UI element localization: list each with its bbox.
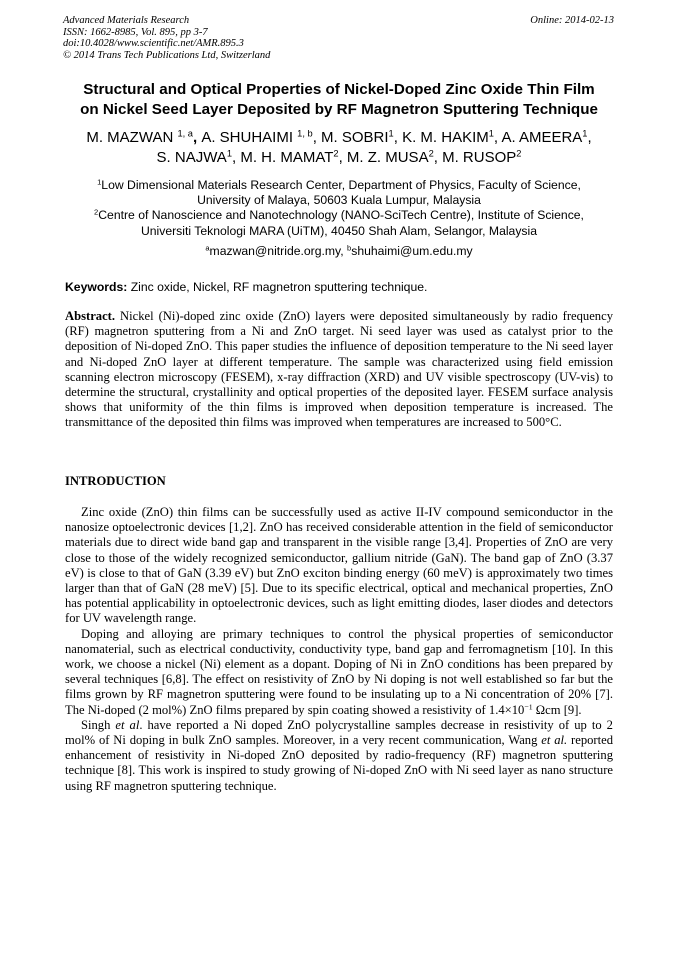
abstract-text: Nickel (Ni)-doped zinc oxide (ZnO) layers were deposited simultaneously by radio frequency (RF) magnetron sputtering from a Ni and ZnO target. Ni seed layer was used as catalyst prior to the deposition of Ni-doped ZnO. This paper studies the influence of deposition temperature to the Ni seed layer and Ni-doped ZnO layer at different temperature. The sample was characterized using field emission scanning electron microscopy (FESEM), x-ray diffraction (XRD) and UV visible spectroscopy (UV-vis) to determine the structural, crystallinity and optical properties of the deposited layer. FESEM surface analysis shows that uniformity of the thin films is improved when deposition temperature is increased. The transmittance of the deposited thin films was improved when temperatures are increased to 500°C. [65,309,613,430]
author-line-2 [40,148,638,168]
author-sep: , [393,129,403,146]
author-name: M. SOBRI [321,129,389,146]
title-line-2: on Nickel Seed Layer Deposited by RF Magnetron Sputtering Technique [80,101,598,118]
author-sep: , [433,149,443,166]
author-name: M. Z. MUSA [346,149,429,166]
doi-line: doi:10.4028/www.scientific.net/AMR.895.3 [63,38,244,49]
paragraph: Doping and alloying are primary techniques to control the physical properties of semiconductor nanomaterial, such as electrical conductivity, conductivity type, band gap and ferromagnetism [10]. In this work, we choose a nickel (Ni) element as a dopant. Doping of Ni in ZnO conditions has been prepared by several techniques [6,8]. The effect on resistivity of ZnO by Ni doping is not well established so far but the films grown by RF magnetron sputtering were found to be insulating up to a Ni concentration of 20% [7]. The Ni-doped (2 mol%) ZnO films prepared by spin coating showed a resistivity of $1.4\times 10^{-1}$ Ωcm [9]. [65,626,613,717]
author-sup: 1, b [297,128,313,139]
issn-line: ISSN: 1662-8985, Vol. 895, pp 3-7 [63,26,208,38]
author-sup: 2 [516,148,522,159]
author-sup: 1 [388,128,394,139]
section-heading: INTRODUCTION [65,474,166,488]
author-sup: 1 [582,128,588,139]
author-name: M. MAZWAN [86,129,174,146]
author-sep: , [587,129,592,146]
affiliation-2-line-2: Universiti Teknologi MARA (UiTM), 40450 Shah Alam, Selangor, Malaysia [140,223,538,238]
author-sup: 1 [488,128,494,139]
journal-header [63,15,270,61]
affiliation-2: $^2$Centre of Nanoscience and Nanotechnology (NANO-SciTech Centre), Institute of Science, [94,207,584,223]
abstract [65,309,613,431]
author-sup: 1, a [177,128,193,139]
author-sep: , [312,129,322,146]
author-sep: , [338,149,347,166]
paragraph: Singh et al. have reported a Ni doped ZnO polycrystalline samples decrease in resistivity of up to 2 mol% of Ni doping in bulk ZnO samples. Moreover, in a very recent communication, Wang et al. reported enhancement of resistivity in Ni-doped ZnO deposited by radio-frequency (RF) magnetron sputtering technique [8]. This work is inspired to study growing of Ni-doped ZnO with Ni seed layer as nano structure using RF magnetron sputtering technique. [65,717,614,793]
author-sep: , [192,129,202,146]
author-name: A. SHUHAIMI [201,129,293,146]
author-sep: , [232,149,241,166]
author-name: M. RUSOP [442,149,517,166]
journal-name: Advanced Materials Research [63,15,190,26]
author-list [40,128,638,168]
affiliation-1-line-2: University of Malaya, 50603 Kuala Lumpur, Malaysia [197,193,481,208]
affiliation-1: $^1$Low Dimensional Materials Research Center, Department of Physics, Faculty of Science, [97,177,581,192]
keywords [65,280,615,295]
paragraph: Zinc oxide (ZnO) thin films can be successfully used as active II-IV compound semiconductor in the nanosize optoelectronic devices [1,2]. ZnO has received considerable attention in the field of semiconductor materials due to direct wide band gap and transparent in the visible range [3,4]. Properties of ZnO are very close to those of the widely recognized semiconductor, gallium nitride (GaN). The band gap of ZnO (3.37 eV) is close to that of GaN (3.39 eV) but ZnO exciton binding energy (60 meV) is approximately two times larger than that of GaN (28 meV) [5]. Due to its specific electrical, optical and mechanical properties, ZnO has potential applicability in optoelectronic devices, such as light emitting diodes, laser diodes and detectors for UV wavelength range. [65,505,613,626]
online-date: Online: 2014-02-13 [530,15,614,26]
keywords-text: Zinc oxide, Nickel, RF magnetron sputtering technique. [127,280,428,294]
affiliations [40,178,638,239]
paper-title [50,80,628,120]
keywords-label: Keywords: [65,280,128,294]
author-line-1 [40,128,638,148]
introduction [65,505,613,794]
copyright-line: © 2014 Trans Tech Publications Ltd, Switzerland [63,49,271,61]
author-name: S. NAJWA [156,149,227,166]
author-sep: , [493,129,502,146]
author-name: K. M. HAKIM [402,129,489,146]
abstract-label: Abstract. [65,309,116,323]
author-name: A. AMEERA [501,129,583,146]
title-line-1: Structural and Optical Properties of Nickel-Doped Zinc Oxide Thin Film [83,81,595,98]
author-name: M. H. MAMAT [240,149,334,166]
author-emails: $^a$mazwan@nitride.org.my, $^b$shuhaimi@um.edu.my [205,243,473,258]
email-link[interactable]: mazwan@nitride.org.my [209,244,341,258]
author-sup: 2 [428,148,434,159]
author-sup: 1 [226,148,232,159]
email-link[interactable]: shuhaimi@um.edu.my [351,244,473,258]
author-sup: 2 [333,148,339,159]
